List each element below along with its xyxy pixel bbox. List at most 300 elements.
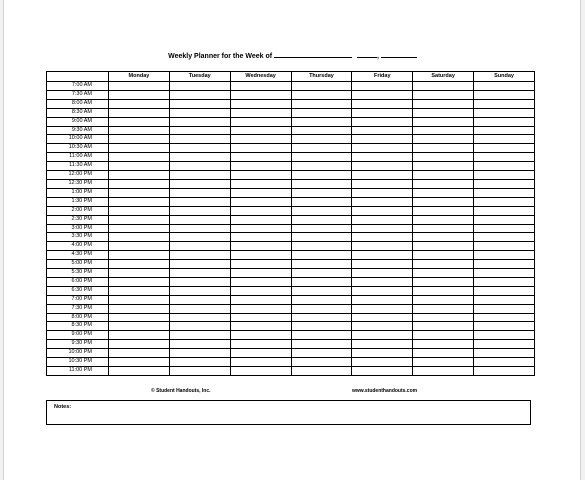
table-row bbox=[47, 215, 535, 224]
slot-cell[interactable] bbox=[352, 340, 413, 349]
table-row bbox=[47, 82, 535, 91]
slot-cell[interactable] bbox=[109, 108, 170, 117]
slot-cell[interactable] bbox=[109, 179, 170, 188]
time-label: 1:30 PM bbox=[47, 197, 109, 206]
slot-cell[interactable] bbox=[291, 162, 352, 171]
time-label: 9:30 AM bbox=[47, 126, 109, 135]
slot-cell[interactable] bbox=[169, 179, 230, 188]
slot-cell[interactable] bbox=[291, 269, 352, 278]
slot-cell[interactable] bbox=[413, 340, 474, 349]
time-label: 4:00 PM bbox=[47, 242, 109, 251]
slot-cell[interactable] bbox=[474, 126, 535, 135]
title-comma: , bbox=[377, 53, 379, 60]
slot-cell[interactable] bbox=[169, 108, 230, 117]
time-label: 5:30 PM bbox=[47, 269, 109, 278]
slot-cell[interactable] bbox=[291, 108, 352, 117]
time-label: 10:00 PM bbox=[47, 349, 109, 358]
table-row bbox=[47, 286, 535, 295]
slot-cell[interactable] bbox=[352, 242, 413, 251]
slot-cell[interactable] bbox=[474, 197, 535, 206]
slot-cell[interactable] bbox=[291, 117, 352, 126]
table-row bbox=[47, 179, 535, 188]
slot-cell[interactable] bbox=[352, 224, 413, 233]
slot-cell[interactable] bbox=[169, 349, 230, 358]
slot-cell[interactable] bbox=[109, 188, 170, 197]
slot-cell[interactable] bbox=[474, 313, 535, 322]
table-row bbox=[47, 171, 535, 180]
slot-cell[interactable] bbox=[109, 242, 170, 251]
slot-cell[interactable] bbox=[109, 233, 170, 242]
slot-cell[interactable] bbox=[169, 340, 230, 349]
slot-cell[interactable] bbox=[413, 82, 474, 91]
slot-cell[interactable] bbox=[169, 224, 230, 233]
slot-cell[interactable] bbox=[474, 144, 535, 153]
slot-cell[interactable] bbox=[352, 304, 413, 313]
slot-cell[interactable] bbox=[169, 171, 230, 180]
table-row bbox=[47, 153, 535, 162]
slot-cell[interactable] bbox=[230, 99, 291, 108]
slot-cell[interactable] bbox=[291, 260, 352, 269]
notes-box[interactable] bbox=[46, 400, 531, 425]
slot-cell[interactable] bbox=[230, 162, 291, 171]
slot-cell[interactable] bbox=[169, 188, 230, 197]
slot-cell[interactable] bbox=[352, 358, 413, 367]
slot-cell[interactable] bbox=[109, 90, 170, 99]
slot-cell[interactable] bbox=[230, 313, 291, 322]
slot-cell[interactable] bbox=[291, 126, 352, 135]
slot-cell[interactable] bbox=[474, 277, 535, 286]
corner-cell bbox=[47, 72, 109, 82]
slot-cell[interactable] bbox=[109, 99, 170, 108]
slot-cell[interactable] bbox=[474, 99, 535, 108]
slot-cell[interactable] bbox=[291, 313, 352, 322]
slot-cell[interactable] bbox=[413, 108, 474, 117]
slot-cell[interactable] bbox=[230, 117, 291, 126]
slot-cell[interactable] bbox=[352, 135, 413, 144]
slot-cell[interactable] bbox=[474, 224, 535, 233]
slot-cell[interactable] bbox=[169, 117, 230, 126]
slot-cell[interactable] bbox=[413, 260, 474, 269]
slot-cell[interactable] bbox=[169, 286, 230, 295]
slot-cell[interactable] bbox=[230, 171, 291, 180]
table-row bbox=[47, 144, 535, 153]
slot-cell[interactable] bbox=[474, 215, 535, 224]
table-row bbox=[47, 162, 535, 171]
slot-cell[interactable] bbox=[169, 277, 230, 286]
slot-cell[interactable] bbox=[230, 179, 291, 188]
slot-cell[interactable] bbox=[413, 153, 474, 162]
slot-cell[interactable] bbox=[291, 233, 352, 242]
slot-cell[interactable] bbox=[474, 117, 535, 126]
slot-cell[interactable] bbox=[352, 313, 413, 322]
slot-cell[interactable] bbox=[230, 215, 291, 224]
slot-cell[interactable] bbox=[413, 215, 474, 224]
slot-cell[interactable] bbox=[109, 224, 170, 233]
table-row bbox=[47, 349, 535, 358]
slot-cell[interactable] bbox=[291, 82, 352, 91]
slot-cell[interactable] bbox=[230, 144, 291, 153]
slot-cell[interactable] bbox=[291, 206, 352, 215]
slot-cell[interactable] bbox=[109, 367, 170, 376]
time-label: 7:30 PM bbox=[47, 304, 109, 313]
slot-cell[interactable] bbox=[109, 215, 170, 224]
slot-cell[interactable] bbox=[230, 269, 291, 278]
slot-cell[interactable] bbox=[291, 340, 352, 349]
slot-cell[interactable] bbox=[352, 322, 413, 331]
slot-cell[interactable] bbox=[291, 322, 352, 331]
table-row bbox=[47, 233, 535, 242]
slot-cell[interactable] bbox=[291, 251, 352, 260]
title-text: Weekly Planner for the Week of bbox=[168, 53, 273, 60]
slot-cell[interactable] bbox=[474, 135, 535, 144]
slot-cell[interactable] bbox=[109, 126, 170, 135]
slot-cell[interactable] bbox=[230, 188, 291, 197]
day-header-wednesday: Wednesday bbox=[230, 72, 291, 82]
slot-cell[interactable] bbox=[474, 188, 535, 197]
slot-cell[interactable] bbox=[291, 135, 352, 144]
grid-body bbox=[47, 82, 535, 376]
table-row bbox=[47, 260, 535, 269]
week-blank-short[interactable] bbox=[357, 51, 377, 58]
slot-cell[interactable] bbox=[474, 340, 535, 349]
slot-cell[interactable] bbox=[169, 126, 230, 135]
table-row bbox=[47, 269, 535, 278]
slot-cell[interactable] bbox=[109, 135, 170, 144]
slot-cell[interactable] bbox=[230, 108, 291, 117]
slot-cell[interactable] bbox=[413, 269, 474, 278]
slot-cell[interactable] bbox=[413, 242, 474, 251]
slot-cell[interactable] bbox=[352, 197, 413, 206]
slot-cell[interactable] bbox=[474, 349, 535, 358]
slot-cell[interactable] bbox=[169, 304, 230, 313]
time-label: 11:00 PM bbox=[47, 367, 109, 376]
table-row bbox=[47, 197, 535, 206]
slot-cell[interactable] bbox=[352, 349, 413, 358]
slot-cell[interactable] bbox=[474, 233, 535, 242]
day-header-tuesday: Tuesday bbox=[169, 72, 230, 82]
slot-cell[interactable] bbox=[474, 82, 535, 91]
slot-cell[interactable] bbox=[413, 313, 474, 322]
slot-cell[interactable] bbox=[109, 117, 170, 126]
slot-cell[interactable] bbox=[413, 171, 474, 180]
slot-cell[interactable] bbox=[413, 144, 474, 153]
slot-cell[interactable] bbox=[230, 340, 291, 349]
slot-cell[interactable] bbox=[474, 162, 535, 171]
slot-cell[interactable] bbox=[352, 117, 413, 126]
slot-cell[interactable] bbox=[352, 331, 413, 340]
slot-cell[interactable] bbox=[109, 295, 170, 304]
slot-cell[interactable] bbox=[109, 313, 170, 322]
time-label: 7:30 AM bbox=[47, 90, 109, 99]
slot-cell[interactable] bbox=[291, 197, 352, 206]
slot-cell[interactable] bbox=[474, 206, 535, 215]
slot-cell[interactable] bbox=[413, 179, 474, 188]
slot-cell[interactable] bbox=[169, 90, 230, 99]
slot-cell[interactable] bbox=[352, 295, 413, 304]
table-row bbox=[47, 117, 535, 126]
slot-cell[interactable] bbox=[230, 206, 291, 215]
slot-cell[interactable] bbox=[413, 251, 474, 260]
slot-cell[interactable] bbox=[109, 82, 170, 91]
time-label: 10:30 PM bbox=[47, 358, 109, 367]
slot-cell[interactable] bbox=[230, 90, 291, 99]
slot-cell[interactable] bbox=[352, 144, 413, 153]
slot-cell[interactable] bbox=[352, 233, 413, 242]
slot-cell[interactable] bbox=[230, 367, 291, 376]
slot-cell[interactable] bbox=[109, 260, 170, 269]
slot-cell[interactable] bbox=[169, 242, 230, 251]
slot-cell[interactable] bbox=[291, 304, 352, 313]
slot-cell[interactable] bbox=[291, 331, 352, 340]
table-row bbox=[47, 367, 535, 376]
slot-cell[interactable] bbox=[291, 349, 352, 358]
slot-cell[interactable] bbox=[352, 126, 413, 135]
slot-cell[interactable] bbox=[413, 358, 474, 367]
slot-cell[interactable] bbox=[291, 99, 352, 108]
time-label: 8:00 PM bbox=[47, 313, 109, 322]
slot-cell[interactable] bbox=[474, 295, 535, 304]
slot-cell[interactable] bbox=[352, 251, 413, 260]
slot-cell[interactable] bbox=[352, 215, 413, 224]
year-blank-line[interactable] bbox=[381, 51, 417, 58]
slot-cell[interactable] bbox=[169, 197, 230, 206]
slot-cell[interactable] bbox=[109, 269, 170, 278]
slot-cell[interactable] bbox=[230, 277, 291, 286]
slot-cell[interactable] bbox=[352, 367, 413, 376]
slot-cell[interactable] bbox=[474, 286, 535, 295]
slot-cell[interactable] bbox=[474, 367, 535, 376]
slot-cell[interactable] bbox=[413, 224, 474, 233]
slot-cell[interactable] bbox=[413, 349, 474, 358]
slot-cell[interactable] bbox=[169, 367, 230, 376]
slot-cell[interactable] bbox=[474, 90, 535, 99]
slot-cell[interactable] bbox=[230, 322, 291, 331]
slot-cell[interactable] bbox=[474, 322, 535, 331]
slot-cell[interactable] bbox=[230, 349, 291, 358]
slot-cell[interactable] bbox=[474, 108, 535, 117]
slot-cell[interactable] bbox=[291, 179, 352, 188]
slot-cell[interactable] bbox=[109, 162, 170, 171]
slot-cell[interactable] bbox=[413, 117, 474, 126]
slot-cell[interactable] bbox=[169, 322, 230, 331]
table-row bbox=[47, 313, 535, 322]
slot-cell[interactable] bbox=[109, 206, 170, 215]
time-label: 9:30 PM bbox=[47, 340, 109, 349]
slot-cell[interactable] bbox=[352, 99, 413, 108]
day-header-friday: Friday bbox=[352, 72, 413, 82]
time-label: 2:30 PM bbox=[47, 215, 109, 224]
time-label: 10:00 AM bbox=[47, 135, 109, 144]
slot-cell[interactable] bbox=[230, 260, 291, 269]
slot-cell[interactable] bbox=[474, 358, 535, 367]
time-label: 8:30 PM bbox=[47, 322, 109, 331]
slot-cell[interactable] bbox=[169, 269, 230, 278]
slot-cell[interactable] bbox=[352, 90, 413, 99]
time-label: 2:00 PM bbox=[47, 206, 109, 215]
time-label: 6:00 PM bbox=[47, 277, 109, 286]
slot-cell[interactable] bbox=[352, 82, 413, 91]
time-label: 10:30 AM bbox=[47, 144, 109, 153]
slot-cell[interactable] bbox=[230, 135, 291, 144]
slot-cell[interactable] bbox=[109, 349, 170, 358]
slot-cell[interactable] bbox=[291, 188, 352, 197]
slot-cell[interactable] bbox=[352, 260, 413, 269]
slot-cell[interactable] bbox=[291, 144, 352, 153]
slot-cell[interactable] bbox=[291, 295, 352, 304]
slot-cell[interactable] bbox=[291, 367, 352, 376]
table-row bbox=[47, 295, 535, 304]
slot-cell[interactable] bbox=[413, 135, 474, 144]
time-label: 4:30 PM bbox=[47, 251, 109, 260]
slot-cell[interactable] bbox=[291, 171, 352, 180]
slot-cell[interactable] bbox=[291, 358, 352, 367]
slot-cell[interactable] bbox=[352, 188, 413, 197]
slot-cell[interactable] bbox=[291, 90, 352, 99]
time-label: 6:30 PM bbox=[47, 286, 109, 295]
slot-cell[interactable] bbox=[230, 295, 291, 304]
slot-cell[interactable] bbox=[352, 162, 413, 171]
time-label: 7:00 PM bbox=[47, 295, 109, 304]
table-row bbox=[47, 242, 535, 251]
header-row bbox=[47, 72, 535, 82]
time-label: 5:00 PM bbox=[47, 260, 109, 269]
slot-cell[interactable] bbox=[230, 197, 291, 206]
slot-cell[interactable] bbox=[169, 82, 230, 91]
slot-cell[interactable] bbox=[352, 269, 413, 278]
slot-cell[interactable] bbox=[352, 171, 413, 180]
slot-cell[interactable] bbox=[474, 260, 535, 269]
slot-cell[interactable] bbox=[109, 171, 170, 180]
time-label: 1:00 PM bbox=[47, 188, 109, 197]
slot-cell[interactable] bbox=[413, 188, 474, 197]
slot-cell[interactable] bbox=[413, 367, 474, 376]
footer-copyright: © Student Handouts, Inc. bbox=[151, 388, 211, 394]
slot-cell[interactable] bbox=[413, 90, 474, 99]
day-header-saturday: Saturday bbox=[413, 72, 474, 82]
slot-cell[interactable] bbox=[413, 286, 474, 295]
slot-cell[interactable] bbox=[169, 153, 230, 162]
slot-cell[interactable] bbox=[474, 331, 535, 340]
slot-cell[interactable] bbox=[230, 251, 291, 260]
slot-cell[interactable] bbox=[413, 277, 474, 286]
table-row bbox=[47, 358, 535, 367]
slot-cell[interactable] bbox=[109, 322, 170, 331]
slot-cell[interactable] bbox=[169, 358, 230, 367]
slot-cell[interactable] bbox=[230, 233, 291, 242]
slot-cell[interactable] bbox=[230, 242, 291, 251]
table-row bbox=[47, 90, 535, 99]
slot-cell[interactable] bbox=[230, 126, 291, 135]
slot-cell[interactable] bbox=[413, 206, 474, 215]
slot-cell[interactable] bbox=[169, 215, 230, 224]
slot-cell[interactable] bbox=[109, 340, 170, 349]
slot-cell[interactable] bbox=[230, 153, 291, 162]
slot-cell[interactable] bbox=[413, 99, 474, 108]
time-label: 9:00 AM bbox=[47, 117, 109, 126]
slot-cell[interactable] bbox=[109, 144, 170, 153]
day-header-monday: Monday bbox=[109, 72, 170, 82]
table-row bbox=[47, 277, 535, 286]
slot-cell[interactable] bbox=[413, 126, 474, 135]
slot-cell[interactable] bbox=[413, 162, 474, 171]
slot-cell[interactable] bbox=[169, 251, 230, 260]
slot-cell[interactable] bbox=[109, 286, 170, 295]
time-label: 7:00 AM bbox=[47, 82, 109, 91]
table-row bbox=[47, 126, 535, 135]
slot-cell[interactable] bbox=[474, 251, 535, 260]
slot-cell[interactable] bbox=[291, 286, 352, 295]
slot-cell[interactable] bbox=[413, 322, 474, 331]
slot-cell[interactable] bbox=[474, 153, 535, 162]
slot-cell[interactable] bbox=[230, 331, 291, 340]
slot-cell[interactable] bbox=[230, 224, 291, 233]
slot-cell[interactable] bbox=[169, 295, 230, 304]
slot-cell[interactable] bbox=[352, 286, 413, 295]
week-blank-line[interactable] bbox=[274, 51, 352, 58]
slot-cell[interactable] bbox=[474, 269, 535, 278]
slot-cell[interactable] bbox=[109, 277, 170, 286]
slot-cell[interactable] bbox=[352, 277, 413, 286]
time-label: 8:30 AM bbox=[47, 108, 109, 117]
slot-cell[interactable] bbox=[230, 286, 291, 295]
slot-cell[interactable] bbox=[474, 171, 535, 180]
slot-cell[interactable] bbox=[230, 304, 291, 313]
slot-cell[interactable] bbox=[169, 162, 230, 171]
slot-cell[interactable] bbox=[413, 233, 474, 242]
slot-cell[interactable] bbox=[413, 304, 474, 313]
slot-cell[interactable] bbox=[109, 304, 170, 313]
slot-cell[interactable] bbox=[413, 197, 474, 206]
slot-cell[interactable] bbox=[291, 153, 352, 162]
slot-cell[interactable] bbox=[169, 206, 230, 215]
time-label: 11:30 AM bbox=[47, 162, 109, 171]
slot-cell[interactable] bbox=[109, 358, 170, 367]
slot-cell[interactable] bbox=[352, 153, 413, 162]
slot-cell[interactable] bbox=[169, 260, 230, 269]
slot-cell[interactable] bbox=[474, 179, 535, 188]
slot-cell[interactable] bbox=[291, 224, 352, 233]
table-row bbox=[47, 135, 535, 144]
table-row bbox=[47, 99, 535, 108]
slot-cell[interactable] bbox=[352, 206, 413, 215]
slot-cell[interactable] bbox=[291, 242, 352, 251]
slot-cell[interactable] bbox=[474, 242, 535, 251]
slot-cell[interactable] bbox=[230, 358, 291, 367]
time-label: 3:00 PM bbox=[47, 224, 109, 233]
slot-cell[interactable] bbox=[169, 331, 230, 340]
slot-cell[interactable] bbox=[352, 108, 413, 117]
slot-cell[interactable] bbox=[169, 233, 230, 242]
time-label: 12:00 PM bbox=[47, 171, 109, 180]
slot-cell[interactable] bbox=[169, 99, 230, 108]
slot-cell[interactable] bbox=[109, 153, 170, 162]
table-row bbox=[47, 251, 535, 260]
slot-cell[interactable] bbox=[291, 277, 352, 286]
slot-cell[interactable] bbox=[352, 179, 413, 188]
slot-cell[interactable] bbox=[230, 82, 291, 91]
slot-cell[interactable] bbox=[474, 304, 535, 313]
slot-cell[interactable] bbox=[413, 331, 474, 340]
slot-cell[interactable] bbox=[291, 215, 352, 224]
slot-cell[interactable] bbox=[109, 331, 170, 340]
footer-website: www.studenthandouts.com bbox=[352, 388, 418, 394]
slot-cell[interactable] bbox=[413, 295, 474, 304]
slot-cell[interactable] bbox=[109, 251, 170, 260]
slot-cell[interactable] bbox=[169, 144, 230, 153]
slot-cell[interactable] bbox=[169, 313, 230, 322]
slot-cell[interactable] bbox=[109, 197, 170, 206]
slot-cell[interactable] bbox=[169, 135, 230, 144]
